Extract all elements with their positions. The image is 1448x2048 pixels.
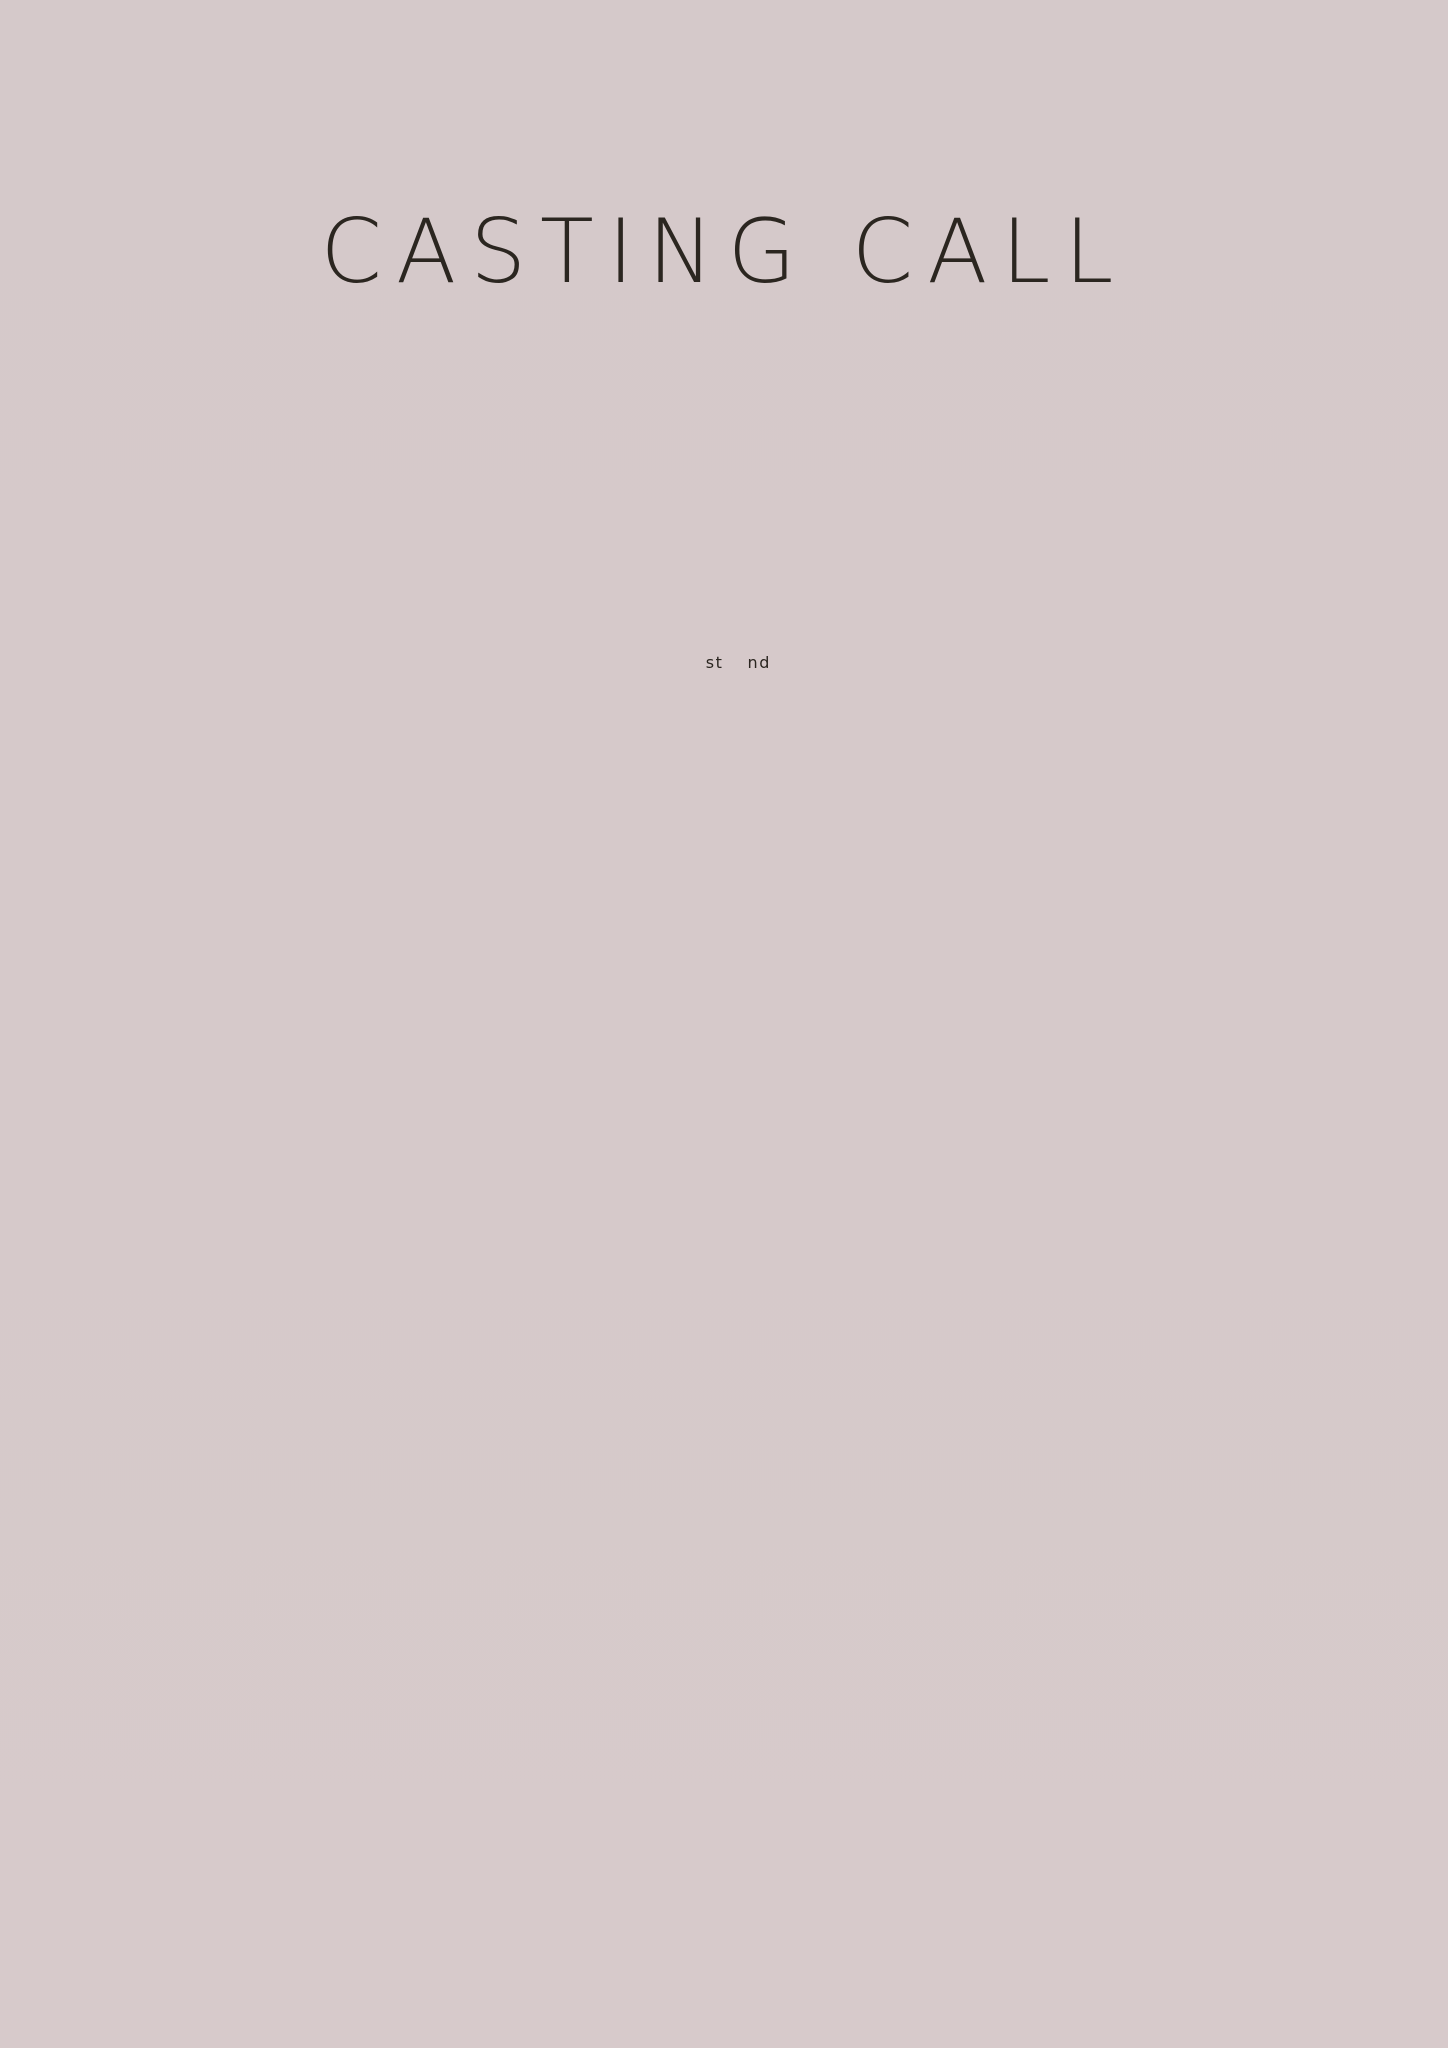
intro-line [0,622,1448,662]
cast-detail [0,1142,1448,1182]
requirement-item [0,1422,1448,1462]
page-title: CASTING CALL [320,200,1128,303]
requirement-item [0,1462,1448,1502]
page-subtitle [0,344,1448,400]
closing-note [0,1742,1448,1782]
email-instruction [0,1342,1448,1382]
requirement-item [0,1502,1448,1542]
requirement-item [0,1542,1448,1582]
followup-note [0,1662,1448,1702]
cast-detail [0,1062,1448,1102]
cast-detail [0,1022,1448,1062]
filming-dates-ordinal-2: nd [747,653,772,672]
cast-heading [0,942,1448,982]
paid-note [0,1302,1448,1342]
synopsis [0,782,1448,822]
cast-detail [0,1102,1448,1142]
filming-dates-ordinal-1: st [705,653,724,672]
cast-role [0,982,1448,1022]
filming-dates [0,653,1448,702]
